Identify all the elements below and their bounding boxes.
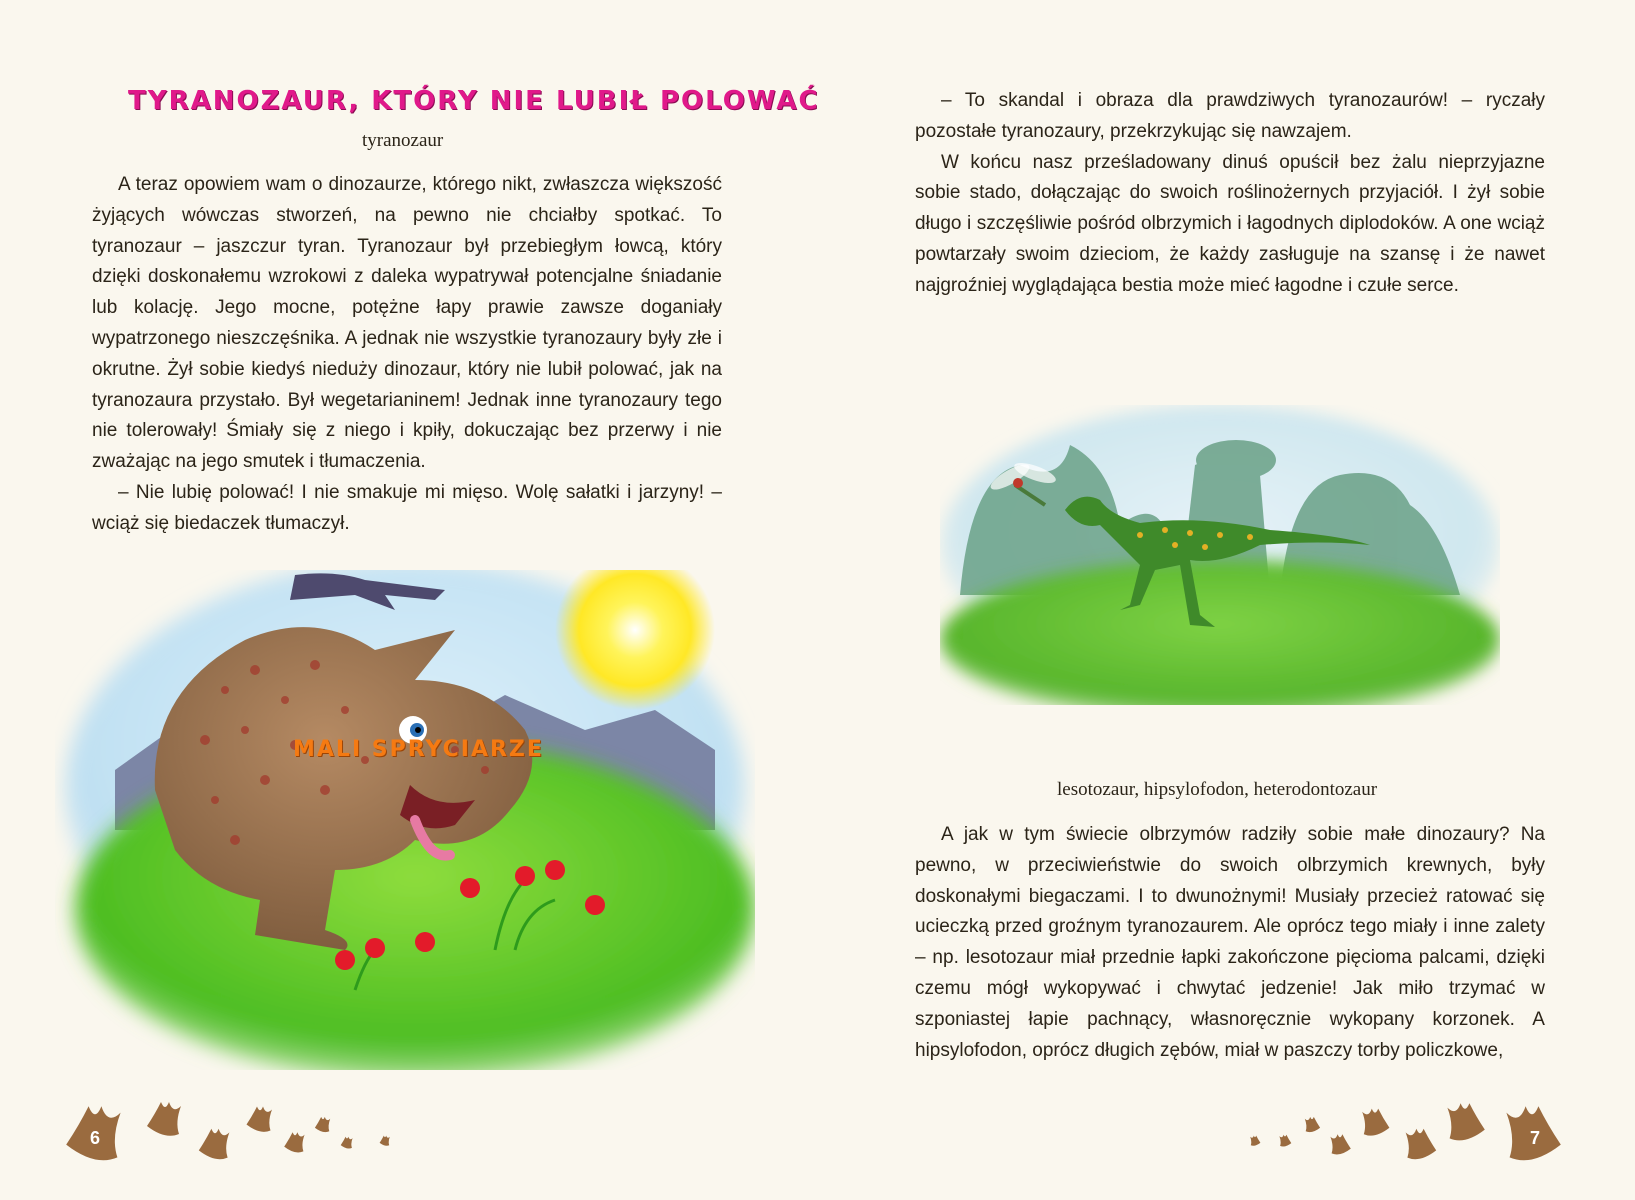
dinosaur-footprint-icon [315, 1117, 330, 1132]
right-page-text-bottom [915, 820, 1545, 1066]
small-dinosaur-dragonfly-illustration-icon [940, 405, 1500, 705]
dinosaur-footprint-icon [341, 1137, 353, 1149]
dinosaur-footprint-icon [380, 1136, 390, 1146]
tyrannosaurus-illustration-icon [55, 570, 755, 1070]
left-page-title: TYRANOZAUR, KTÓRY NIE LUBIŁ POLOWAĆ [128, 86, 820, 116]
page-number: 7 [1530, 1128, 1541, 1148]
left-page-text [92, 170, 722, 540]
footprints-right [1240, 1095, 1580, 1175]
dinosaur-footprint-icon [247, 1107, 273, 1132]
left-page-subtitle: tyranozaur [362, 130, 444, 151]
dinosaur-footprint-icon [199, 1129, 230, 1159]
dinosaur-footprint-icon [284, 1132, 304, 1152]
dinosaur-footprint-icon [1279, 1135, 1291, 1147]
dinosaur-footprint-icon [1447, 1103, 1484, 1140]
page-number: 6 [90, 1128, 101, 1148]
right-page-text-top [915, 86, 1545, 302]
dinosaur-footprint-icon [1406, 1129, 1437, 1159]
dinosaur-footprint-icon [147, 1102, 181, 1136]
left-paragraph-1: A teraz opowiem wam o dinozaurze, którego nikt, zwłaszcza większość żyjących wówczas stworzeń, na pewno nie chciałby spotkać. To tyranozaur – jaszczur tyran. Tyranozaur był przebiegłym łowcą, który dzięki doskonałemu wzrokowi z daleka wypatrywał potencjalne śniadanie lub kolację. Jego mocne, potężne łapy prawie zawsze doganiały wypatrzonego nieszczęśnika. A jednak nie wszystkie tyranozaury były złe i okrutne. Żył sobie kiedyś nieduży dinozaur, który nie lubił polować, jak na tyranozaura przystało. Był wegetarianinem! Jednak inne tyranozaury tego nie tolerowały! Śmiały się z niego i kpiły, dokuczając bez przerwy i nie zważając na jego smutek i tłumaczenia. [92, 174, 722, 473]
right-paragraph-3: A jak w tym świecie olbrzymów radziły sobie małe dinozaury? Na pewno, w przeciwieństwie do swoich olbrzymich krewnych, były doskonałymi biegaczami. I to dwunożnymi! Musiały przecież ratować się ucieczką przed groźnym tyranozaurem. Ale oprócz tego miały i inne zalety – np. lesotozaur miał przednie łapki zakończone pięcioma palcami, dzięki czemu mógł wykopywać i chwytać jedzenie! Jak miło trzymać w szponiastej łapie pachnący, własnoręcznie wykopany korzonek. A hipsylofodon, oprócz długich zębów, miał w paszczy torby policzkowe, [915, 824, 1545, 1061]
footprints-left [55, 1095, 415, 1175]
right-paragraph-2: W końcu nasz prześladowany dinuś opuścił bez żalu nieprzyjazne sobie stado, dołączając do swoich roślinożernych przyjaciół. I żył sobie długo i szczęśliwie pośród olbrzymich i łagodnych diplodoków. A one wciąż powtarzały swoim dzieciom, że każdy zasługuje na szansę i że nawet najgroźniej wyglądająca bestia może mieć łagodne i czułe serce. [915, 151, 1545, 296]
dinosaur-footprint-icon [1305, 1117, 1320, 1132]
dinosaur-footprint-icon [1250, 1136, 1260, 1146]
right-page-subtitle: lesotozaur, hipsylofodon, heterodontozaur [1057, 779, 1378, 800]
left-paragraph-2: – Nie lubię polować! I nie smakuje mi mięso. Wolę sałatki i jarzyny! – wciąż się biedaczek tłumaczył. [92, 481, 722, 534]
dinosaur-footprint-icon [1330, 1134, 1350, 1154]
dinosaur-footprint-icon [1362, 1109, 1389, 1136]
right-page-title: MALI SPRYCIARZE [293, 737, 544, 762]
right-paragraph-1: – To skandal i obraza dla prawdziwych tyranozaurów! – ryczały pozostałe tyranozaury, przekrzykując się nawzajem. [915, 90, 1545, 142]
